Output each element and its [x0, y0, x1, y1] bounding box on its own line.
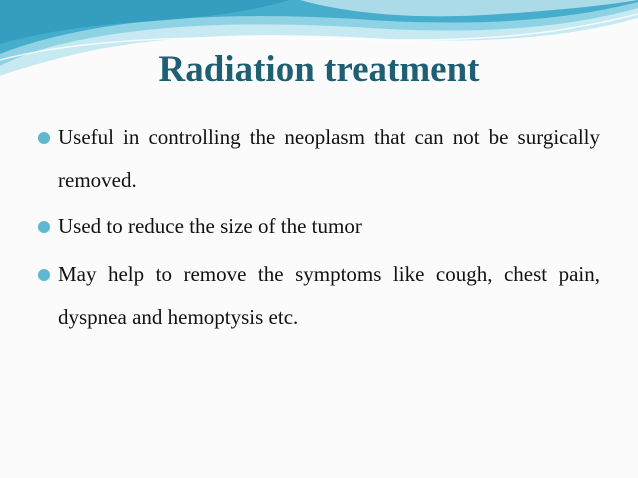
bullet-text: Useful in controlling the neoplasm that can not be surgically removed. [58, 125, 600, 192]
bullet-item [38, 253, 600, 339]
bullet-item [38, 116, 600, 202]
bullet-list [38, 116, 600, 342]
bullet-dot-icon [38, 221, 50, 233]
bullet-text: Used to reduce the size of the tumor [58, 214, 362, 238]
bullet-dot-icon [38, 132, 50, 144]
bullet-dot-icon [38, 269, 50, 281]
bullet-text: May help to remove the symptoms like cough, chest pain, dyspnea and hemoptysis etc. [58, 262, 600, 329]
bullet-item [38, 205, 600, 248]
slide-title: Radiation treatment [158, 49, 480, 90]
